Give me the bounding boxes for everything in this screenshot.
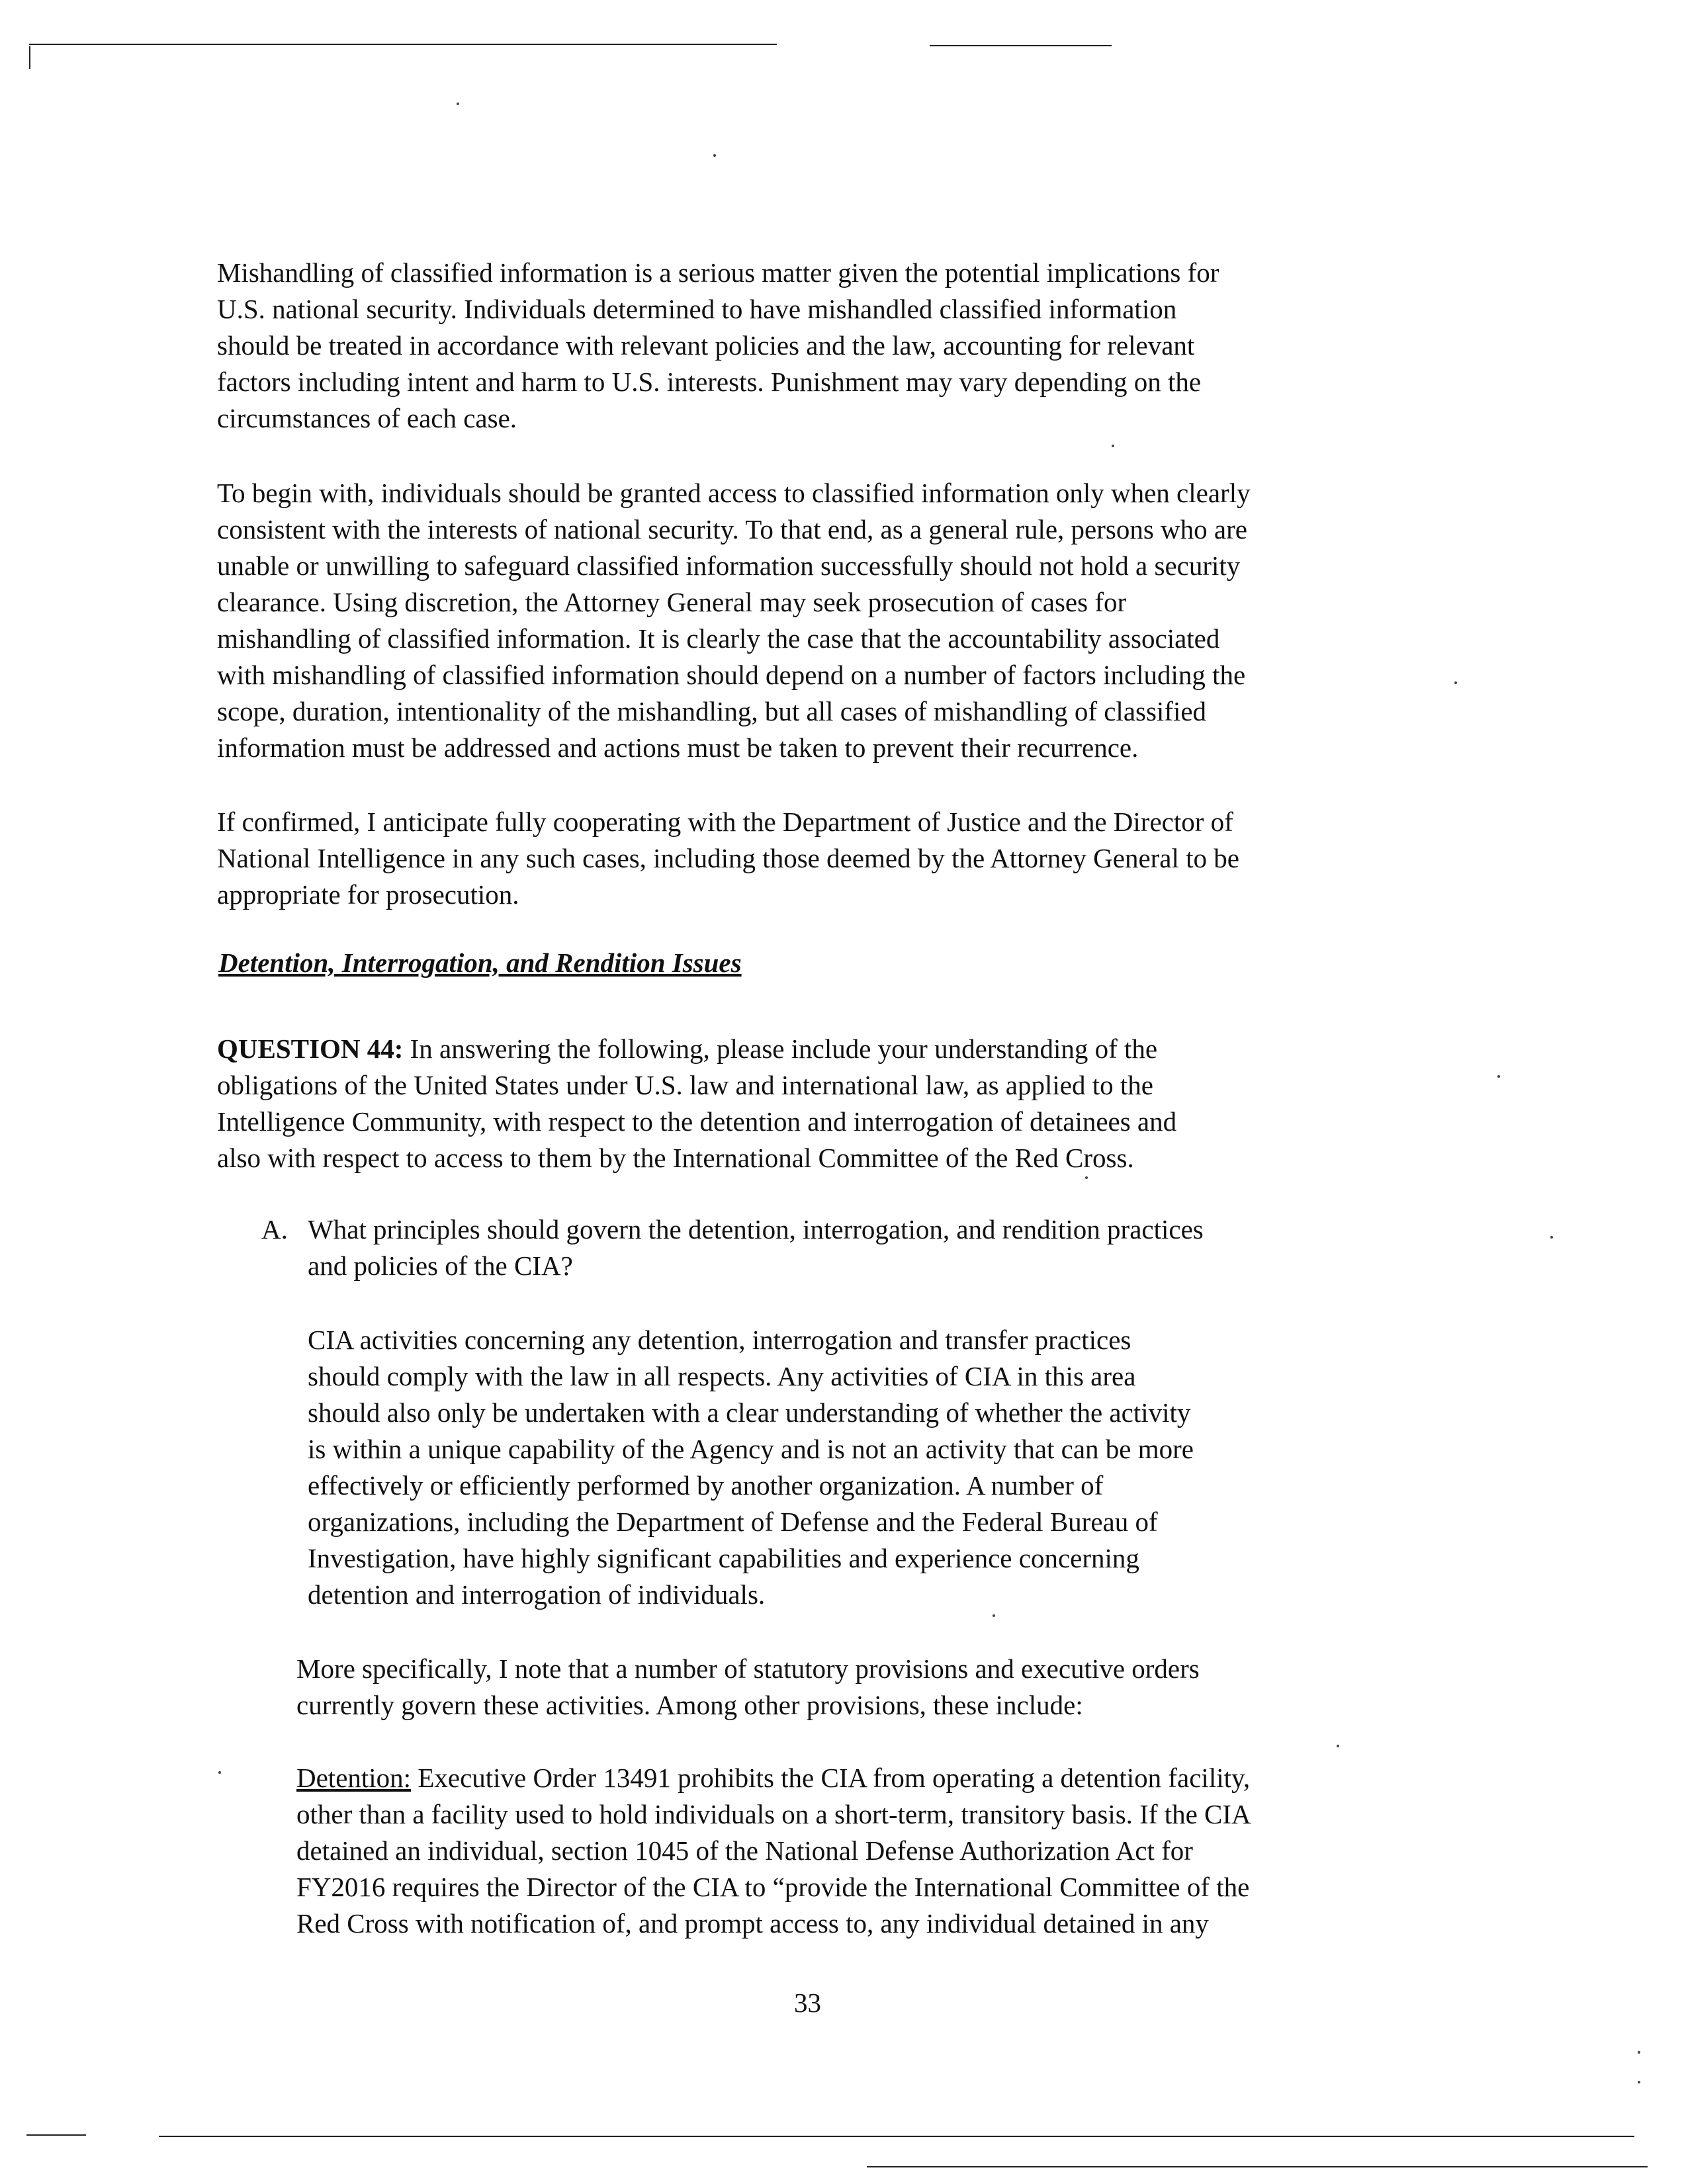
text-line: CIA activities concerning any detention, interrogation and transfer practices: [308, 1325, 1131, 1355]
text-line: also with respect to access to them by the International Committee of the Red Cross.: [217, 1143, 1134, 1173]
paragraph-mishandling: [217, 255, 1219, 437]
scan-speck: [1454, 681, 1457, 684]
text-line: effectively or efficiently performed by another organization. A number of: [308, 1470, 1104, 1501]
scan-speck: [1112, 445, 1114, 447]
scan-speck: [1550, 1236, 1553, 1239]
question-44: [217, 1031, 1176, 1176]
scan-top-left-mark: [29, 46, 30, 69]
text-line: detained an individual, section 1045 of the National Defense Authorization Act for: [296, 1835, 1193, 1866]
scan-speck: [1085, 1176, 1088, 1179]
question-label: QUESTION 44:: [217, 1033, 404, 1064]
paragraph-detention: [296, 1760, 1251, 1942]
scan-speck: [218, 1771, 221, 1774]
scan-bottom-rule-left: [26, 2134, 86, 2136]
text-line: More specifically, I note that a number of statutory provisions and executive orders: [296, 1653, 1200, 1684]
text-line: scope, duration, intentionality of the mishandling, but all cases of mishandling of classified: [217, 696, 1207, 726]
text-line: Red Cross with notification of, and prompt access to, any individual detained in any: [296, 1908, 1209, 1939]
detention-label: Detention:: [296, 1763, 412, 1793]
text-line: What principles should govern the detention, interrogation, and rendition practices: [308, 1214, 1204, 1245]
scan-top-rule-right: [930, 45, 1112, 46]
text-line: obligations of the United States under U.S. law and international law, as applied to the: [217, 1070, 1153, 1100]
text-line: consistent with the interests of national security. To that end, as a general rule, persons who are: [217, 514, 1247, 545]
detention-text: Executive Order 13491 prohibits the CIA from operating a detention facility,: [411, 1763, 1251, 1793]
answer-a: [308, 1322, 1194, 1613]
text-line: circumstances of each case.: [217, 403, 517, 433]
scan-bottom-rule-lower: [867, 2166, 1648, 2167]
scan-speck: [1337, 1745, 1339, 1747]
text-line: detention and interrogation of individuals.: [308, 1579, 766, 1610]
text-line: currently govern these activities. Among other provisions, these include:: [296, 1690, 1083, 1720]
scan-speck: [1638, 2051, 1640, 2054]
text-line: appropriate for prosecution.: [217, 879, 519, 910]
text-line: FY2016 requires the Director of the CIA to “provide the International Committee of the: [296, 1872, 1250, 1902]
text-line: should comply with the law in all respects. Any activities of CIA in this area: [308, 1361, 1136, 1391]
detention-first-line: [296, 1760, 1251, 1796]
question-text: In answering the following, please include your understanding of the: [403, 1033, 1158, 1064]
section-heading: Detention, Interrogation, and Rendition Issues: [218, 947, 742, 978]
scan-speck: [457, 103, 459, 105]
text-line: mishandling of classified information. It is clearly the case that the accountability associated: [217, 623, 1220, 654]
scan-speck: [713, 154, 716, 157]
scan-bottom-rule: [159, 2136, 1634, 2137]
text-line: should also only be undertaken with a clear understanding of whether the activity: [308, 1397, 1191, 1428]
text-line: clearance. Using discretion, the Attorney General may seek prosecution of cases for: [217, 587, 1127, 617]
scan-speck: [1497, 1075, 1500, 1078]
text-line: To begin with, individuals should be granted access to classified information only when clearly: [217, 478, 1251, 508]
paragraph-access: [217, 475, 1251, 766]
text-line: U.S. national security. Individuals determined to have mishandled classified information: [217, 294, 1177, 324]
text-line: other than a facility used to hold individuals on a short-term, transitory basis. If the CIA: [296, 1799, 1251, 1829]
item-a-marker: A.: [261, 1214, 288, 1245]
scan-top-rule: [29, 44, 777, 45]
text-line: should be treated in accordance with relevant policies and the law, accounting for relevant: [217, 330, 1195, 361]
text-line: If confirmed, I anticipate fully cooperating with the Department of Justice and the Director of: [217, 807, 1233, 837]
paragraph-specifics: [296, 1651, 1200, 1724]
scan-speck: [993, 1614, 995, 1617]
question-first-line: [217, 1031, 1176, 1067]
text-line: Investigation, have highly significant capabilities and experience concerning: [308, 1543, 1139, 1573]
paragraph-cooperation: [217, 804, 1239, 913]
text-line: National Intelligence in any such cases, including those deemed by the Attorney General to be: [217, 843, 1239, 873]
text-line: information must be addressed and actions must be taken to prevent their recurrence.: [217, 732, 1139, 763]
text-line: and policies of the CIA?: [308, 1250, 573, 1281]
page-number: 33: [794, 1987, 821, 2018]
text-line: Intelligence Community, with respect to the detention and interrogation of detainees and: [217, 1106, 1177, 1137]
text-line: with mishandling of classified information should depend on a number of factors including the: [217, 660, 1246, 690]
item-a-question: [308, 1211, 1204, 1284]
text-line: Mishandling of classified information is a serious matter given the potential implications for: [217, 257, 1219, 288]
text-line: is within a unique capability of the Agency and is not an activity that can be more: [308, 1434, 1194, 1464]
text-line: factors including intent and harm to U.S. interests. Punishment may vary depending on the: [217, 367, 1202, 397]
scan-speck: [1638, 2081, 1640, 2083]
text-line: organizations, including the Department of Defense and the Federal Bureau of: [308, 1507, 1158, 1537]
text-line: unable or unwilling to safeguard classified information successfully should not hold a security: [217, 550, 1241, 581]
